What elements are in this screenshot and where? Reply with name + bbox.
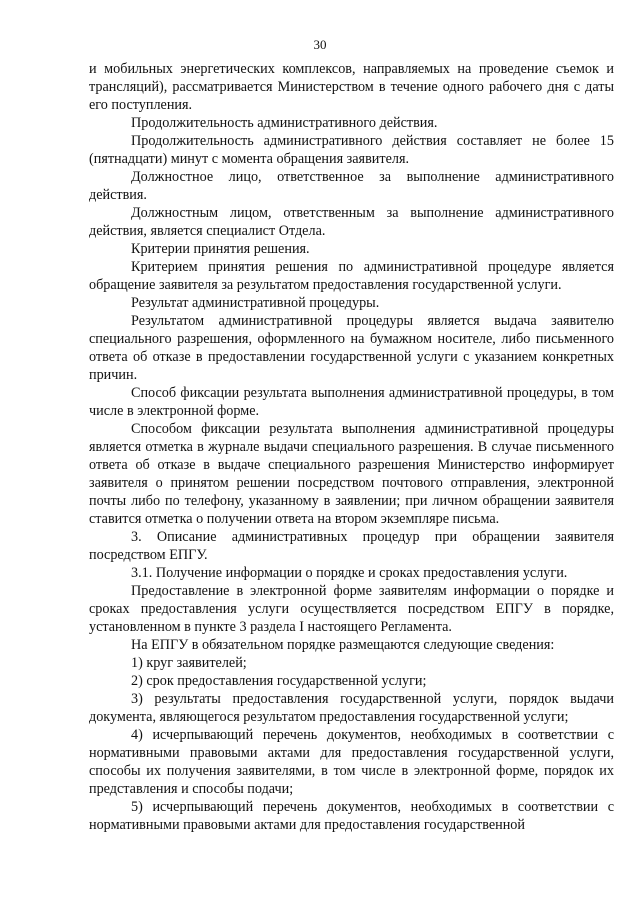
paragraph: Результатом административной процедуры является выдача заявителю специального разрешения, оформленного на бумажном носителе, либо письменного ответа об отказе в предоставлении государственной услуги с указанием конкретных причин. <box>89 313 614 383</box>
paragraph: 1) круг заявителей; <box>131 655 247 671</box>
paragraph: Должностное лицо, ответственное за выполнение административного действия. <box>89 169 614 203</box>
paragraph: На ЕПГУ в обязательном порядке размещаются следующие сведения: <box>131 637 555 653</box>
body-text <box>89 60 614 834</box>
paragraph: и мобильных энергетических комплексов, направляемых на проведение съемок и трансляций), рассматривается Министерством в течение одного рабочего дня с даты его поступления. <box>89 61 614 113</box>
paragraph: Способом фиксации результата выполнения административной процедуры является отметка в журнале выдачи специального разрешения. В случае письменного ответа об отказе в выдаче специального разрешения Министерство информирует заявителя о принятом решении посредством почтового отправления, электронной почты либо по телефону, указанному в заявлении; при личном обращении заявителя ставится отметка о получении ответа на втором экземпляре письма. <box>89 421 614 527</box>
paragraph: 2) срок предоставления государственной услуги; <box>131 673 427 689</box>
page-number: 30 <box>313 37 327 52</box>
paragraph: Должностным лицом, ответственным за выполнение административного действия, является специалист Отдела. <box>89 205 614 239</box>
paragraph: Продолжительность административного действия. <box>131 115 438 131</box>
paragraph: Предоставление в электронной форме заявителям информации о порядке и сроках предоставления услуги осуществляется посредством ЕПГУ в порядке, установленном в пункте 3 раздела I настоящего Регламента. <box>89 583 614 635</box>
paragraph: Результат административной процедуры. <box>131 295 380 311</box>
paragraph: Способ фиксации результата выполнения административной процедуры, в том числе в электронной форме. <box>89 385 614 419</box>
paragraph: 3. Описание административных процедур при обращении заявителя посредством ЕПГУ. <box>89 529 614 563</box>
paragraph: 5) исчерпывающий перечень документов, необходимых в соответствии с нормативными правовыми актами для предоставления государственной <box>89 799 614 833</box>
paragraph: Критерием принятия решения по административной процедуре является обращение заявителя за результатом предоставления государственной услуги. <box>89 259 614 293</box>
paragraph: 3.1. Получение информации о порядке и сроках предоставления услуги. <box>131 565 568 581</box>
paragraph: 4) исчерпывающий перечень документов, необходимых в соответствии с нормативными правовыми актами для предоставления государственной услуги, способы их получения заявителями, в том числе в электронной форме, порядок их представления и способы подачи; <box>89 727 614 797</box>
paragraph: Продолжительность административного действия составляет не более 15 (пятнадцати) минут с момента обращения заявителя. <box>89 133 614 167</box>
paragraph: 3) результаты предоставления государственной услуги, порядок выдачи документа, являющегося результатом предоставления государственной услуги; <box>89 691 614 725</box>
paragraph: Критерии принятия решения. <box>131 241 310 257</box>
